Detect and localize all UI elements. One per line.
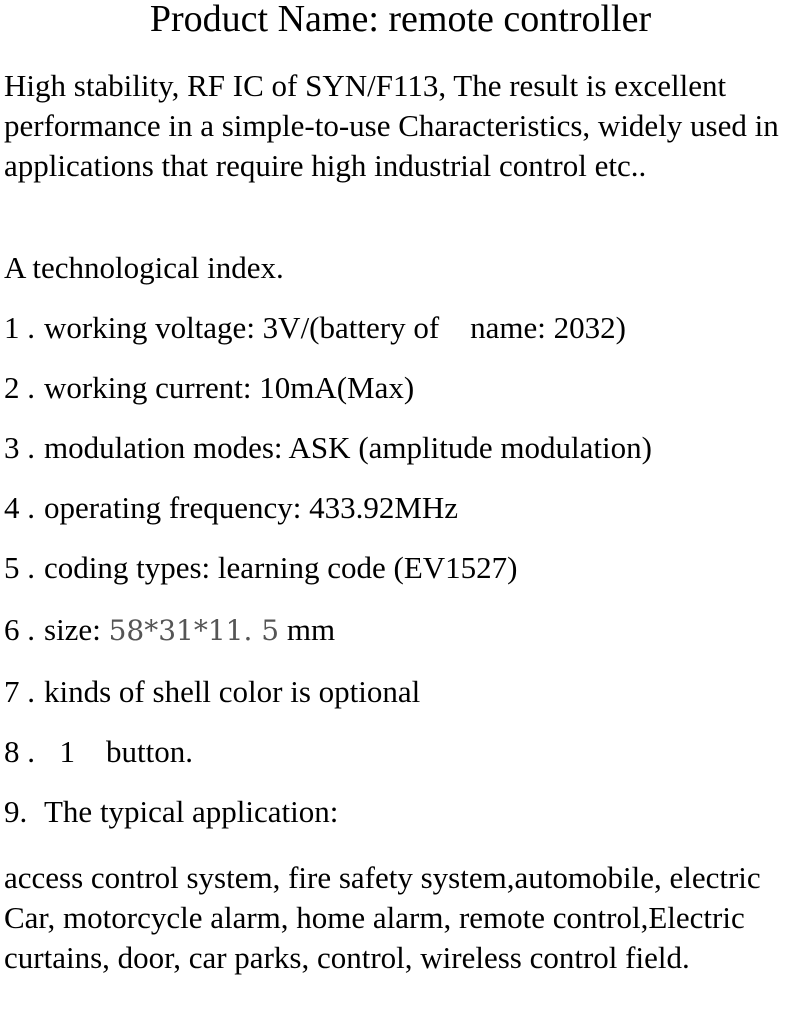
- spec-number: 7 .: [4, 674, 35, 709]
- tech-index-heading: A technological index.: [4, 250, 284, 285]
- spec-number: 6 .: [4, 612, 35, 647]
- spec-text: coding types: learning code (EV1527): [44, 550, 518, 585]
- applications-paragraph: access control system, fire safety system,automobile, electric Car, motorcycle alarm, home alarm, remote control,Electric curtains, door, car parks, control, wireless control field.: [4, 860, 761, 975]
- spec-text: kinds of shell color is optional: [44, 674, 421, 709]
- spec-text: 1 button.: [44, 734, 193, 769]
- spec-text: modulation modes: ASK (amplitude modulation): [44, 430, 652, 465]
- intro-paragraph: High stability, RF IC of SYN/F113, The result is excellent performance in a simple-to-use Characteristics, widely used in applications that require high industrial control etc..: [4, 68, 779, 183]
- spec-item-3: [4, 428, 652, 468]
- spec-number: 9.: [4, 794, 28, 829]
- spec-item-7: [4, 672, 420, 712]
- spec-number: 1 .: [4, 310, 35, 345]
- spec-item-2: [4, 368, 414, 408]
- spec-number: 5 .: [4, 550, 35, 585]
- spec-item-9: [4, 792, 338, 832]
- spec-item-4: [4, 488, 458, 528]
- spec-number: 4 .: [4, 490, 35, 525]
- spec-number: 2 .: [4, 370, 35, 405]
- spec-item-8: [4, 732, 193, 772]
- spec-text: The typical application:: [44, 794, 339, 829]
- spec-item-5: [4, 548, 517, 588]
- spec-size-unit: mm: [279, 612, 336, 647]
- page-title: Product Name: remote controller: [149, 0, 652, 40]
- spec-item-6: [4, 610, 335, 651]
- spec-text: size:: [44, 612, 109, 647]
- spec-text: working voltage: 3V/(battery of name: 2032): [44, 310, 626, 345]
- spec-text: operating frequency: 433.92MHz: [44, 490, 459, 525]
- spec-size-value: 58*31*11. 5: [108, 614, 280, 647]
- spec-text: working current: 10mA(Max): [44, 370, 415, 405]
- spec-number: 3 .: [4, 430, 35, 465]
- spec-item-1: [4, 308, 626, 348]
- spec-number: 8 .: [4, 734, 35, 769]
